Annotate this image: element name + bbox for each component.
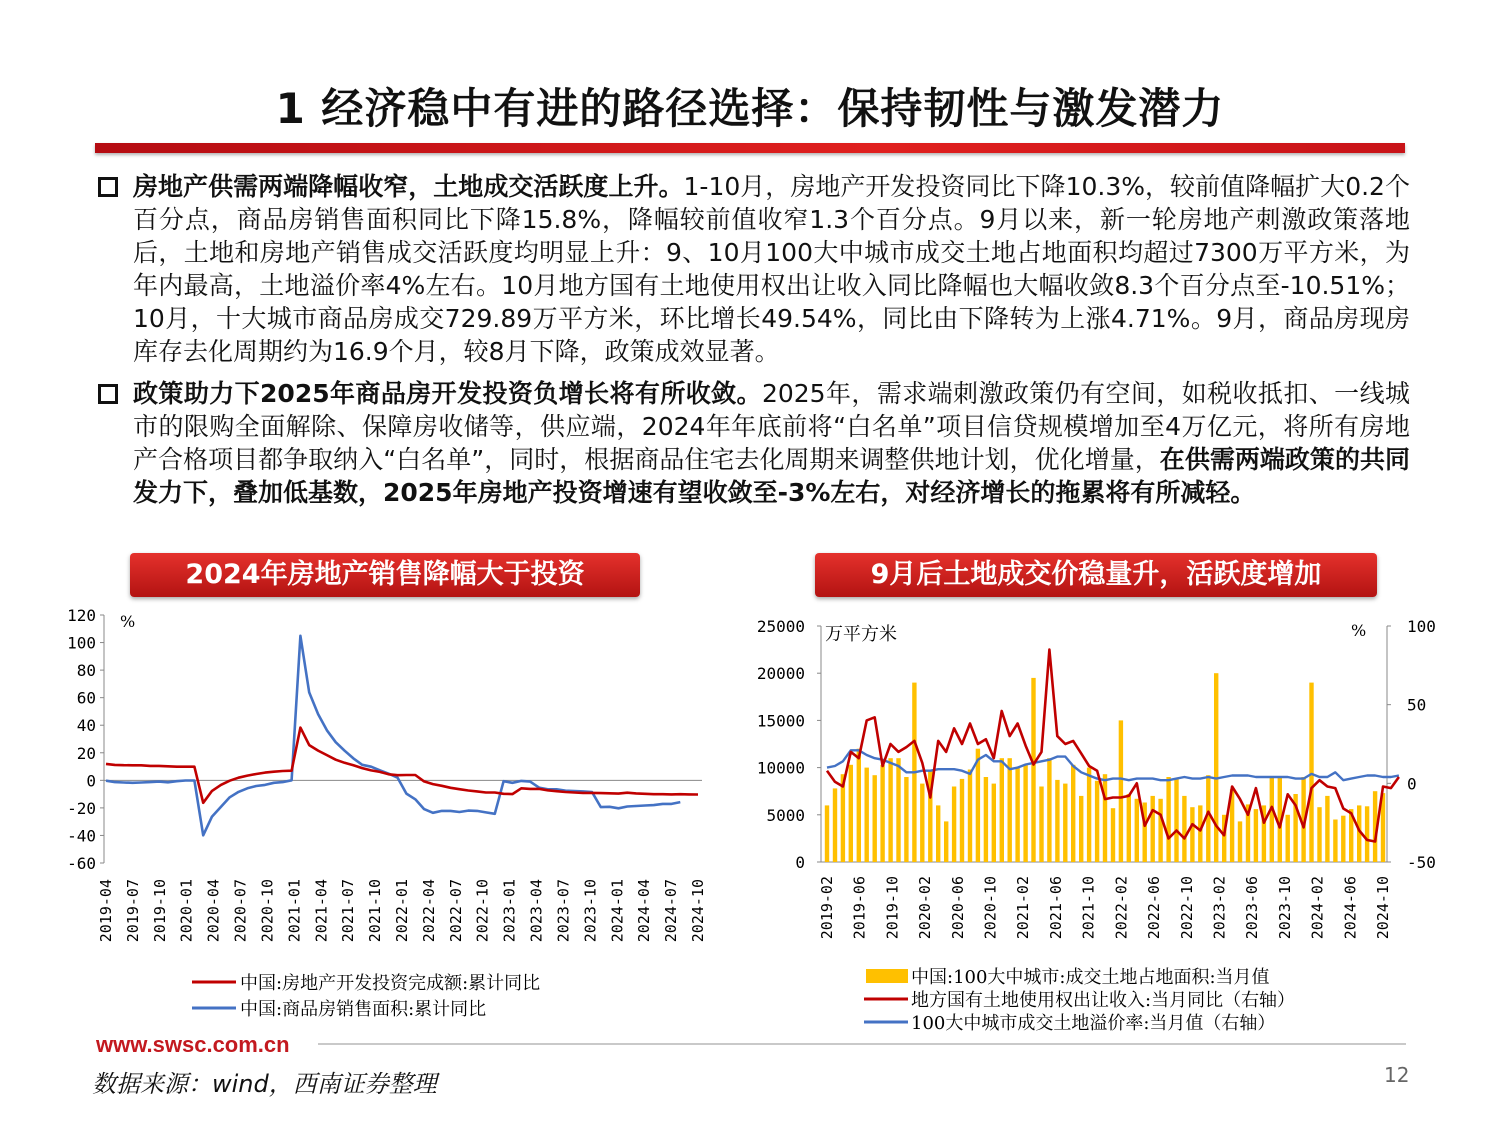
x-tick-label: 2022-07 [446,879,465,943]
y-axis-unit: % [120,612,136,631]
bar [1309,683,1313,862]
bar [1047,758,1051,862]
x-tick-label: 2020-01 [177,879,196,943]
x-tick-label: 2021-04 [312,879,331,943]
x-tick-label: 2021-10 [366,879,385,943]
x-tick-label: 2020-07 [231,879,250,943]
bar [1151,796,1155,862]
bar [1015,768,1019,862]
bar [1119,720,1123,862]
x-tick-label: 2022-10 [1177,876,1196,940]
paragraph-lead: 房地产供需两端降幅收窄，土地成交活跃度上升。 [133,172,684,201]
bar [944,821,948,862]
x-tick-label: 2024-07 [662,879,681,943]
x-tick-label: 2019-07 [123,879,142,943]
x-tick-label: 2022-06 [1145,876,1164,940]
legend-label: 中国:房地产开发投资完成额:累计同比 [240,973,541,994]
x-tick-label: 2020-02 [916,876,935,940]
bar [1031,678,1035,862]
x-tick-label: 2023-02 [1210,876,1229,940]
paragraph-policy-support [98,377,1410,509]
bar [1079,796,1083,862]
x-tick-label: 2020-06 [948,876,967,940]
y-right-tick-label: 50 [1407,695,1427,715]
series-line [106,728,698,803]
bar [1365,806,1369,862]
bar [952,787,956,863]
x-tick-label: 2020-04 [204,879,223,943]
legend-swatch [866,969,908,983]
x-tick-label: 2023-10 [581,879,600,943]
bar [857,749,861,862]
paragraph-body: 2025年，需求端刺激政策仍有空间，如税收抵扣、一线城市的限购全面解除、保障房收储等，供应端，2024年年底前将“白名单”项目信贷规模增加至4万亿元，将所有房地产合格项目都争取纳入“白名单”，同时，根据商品住宅去化周期来调整供地计划，优化增量， [133,379,1410,474]
x-tick-label: 2023-01 [500,879,519,943]
legend-label: 中国:商品房销售面积:累计同比 [240,999,487,1020]
paragraph-text [133,170,1410,368]
bar [992,784,996,862]
x-tick-label: 2019-06 [850,876,869,940]
x-tick-label: 2019-04 [97,879,115,943]
bar [1174,779,1178,862]
bar [833,788,837,862]
y-tick-label: 80 [76,661,96,681]
paragraph-text [133,377,1410,509]
bar [920,784,924,862]
y-right-tick-label: 0 [1407,774,1417,794]
x-tick-label: 2019-10 [883,876,902,940]
y-right-tick-label: 100 [1407,617,1436,636]
paragraph-body: 1-10月，房地产开发投资同比下降10.3%，较前值降幅扩大0.2个百分点，商品房销售面积同比下降15.8%，降幅较前值收窄1.3个百分点。9月以来，新一轮房地产刺激政策落地后，土地和房地产销售成交活跃度均明显上升：9、10月100大中城市成交土地占地面积均超过7300万平方米，为年内最高，土地溢价率4%左右。10月地方国有土地使用权出让收入同比降幅也大幅收敛8.3个百分点至-10.51%；10月，十大城市商品房成交729.89万平方米，环比增长49.54%，同比由下降转为上涨4.71%。9月，商品房现房库存去化周期约为16.9个月，较8月下降，政策成效显著。 [133,172,1410,366]
bar [1087,768,1091,862]
y-tick-label: -20 [67,798,96,818]
x-tick-label: 2019-10 [150,879,169,943]
y-tick-label: -60 [67,854,96,873]
y-tick-label: -40 [67,826,96,846]
square-bullet-icon [98,177,118,197]
x-tick-label: 2022-01 [393,879,411,943]
bar [1341,816,1345,862]
x-tick-label: 2024-10 [689,879,707,943]
x-tick-label: 2022-02 [1112,876,1131,940]
bar [1166,777,1170,862]
y-left-tick-label: 10000 [756,758,805,778]
y-left-tick-label: 25000 [756,617,805,636]
chart-land-transactions [730,600,1450,1040]
bar [1182,796,1186,862]
y-left-unit: 万平方米 [825,624,897,645]
y-tick-label: 20 [76,743,96,763]
bar [1023,765,1027,862]
bar [1063,784,1067,862]
chart-investment-vs-sales [40,600,720,1030]
y-left-tick-label: 20000 [756,664,805,684]
bar [865,768,869,862]
x-tick-label: 2021-07 [339,879,358,943]
bar [1270,778,1274,862]
bar [1055,780,1059,862]
y-tick-label: 60 [76,688,96,708]
x-tick-label: 2024-06 [1341,876,1360,940]
bar [849,765,853,862]
bar [1071,765,1075,862]
x-tick-label: 2024-01 [608,879,627,943]
y-left-tick-label: 0 [795,853,805,872]
page-number: 12 [1384,1063,1410,1087]
paragraph-lead: 政策助力下2025年商品房开发投资负增长将有所收敛。 [133,379,762,408]
bar [1317,807,1321,862]
x-tick-label: 2022-10 [473,879,492,943]
square-bullet-icon [98,384,118,404]
x-tick-label: 2023-06 [1243,876,1262,940]
x-tick-label: 2021-10 [1079,876,1098,940]
x-tick-label: 2022-04 [419,879,438,943]
bar [1039,787,1043,863]
x-tick-label: 2023-10 [1275,876,1294,940]
y-left-tick-label: 5000 [766,805,805,825]
y-right-unit: % [1351,621,1367,640]
bar [1135,799,1139,862]
y-right-tick-label: -50 [1407,853,1436,872]
x-tick-label: 2019-02 [818,876,836,940]
bar [1158,799,1162,862]
y-tick-label: 100 [67,633,96,653]
paragraph-housing-supply-demand [98,170,1410,368]
bar [880,765,884,862]
footer-website[interactable]: www.swsc.com.cn [96,1032,290,1057]
y-tick-label: 120 [67,606,96,625]
bar [936,805,940,862]
bar [968,770,972,863]
bar [1000,758,1004,862]
bar [873,775,877,862]
y-tick-label: 0 [86,771,96,791]
bar [1198,805,1202,862]
x-tick-label: 2021-02 [1014,876,1033,940]
footer-divider [318,1043,1406,1045]
x-tick-label: 2024-02 [1308,876,1327,940]
bar [1238,821,1242,862]
series-line [106,636,680,836]
x-tick-label: 2024-04 [635,879,654,943]
y-tick-label: 40 [76,716,96,736]
bar [1095,781,1099,862]
x-tick-label: 2020-10 [981,876,1000,940]
chart2-title-banner: 9月后土地成交价稳量升，活跃度增加 [815,553,1377,597]
bar [896,758,900,862]
bar [1254,809,1258,862]
title-divider [95,143,1405,153]
bar [825,805,829,862]
x-tick-label: 2023-04 [527,879,546,943]
page-title: 1 经济稳中有进的路径选择：保持韧性与激发潜力 [275,84,1225,133]
bar [960,779,964,862]
x-tick-label: 2023-07 [554,879,573,943]
bar [1214,673,1218,862]
bar [1127,794,1131,862]
x-tick-label: 2024-10 [1374,876,1392,940]
legend-label: 地方国有土地使用权出让收入:当月同比（右轴） [911,990,1296,1011]
paragraph-conclusion: 在供需两端政策的共同发力下，叠加低基数，2025年房地产投资增速有望收敛至-3%左右，对经济增长的拖累将有所减轻。 [133,445,1410,507]
legend-label: 中国:100大中城市:成交土地占地面积:当月值 [911,967,1270,988]
bar [1325,796,1329,862]
legend-label: 100大中城市成交土地溢价率:当月值（右轴） [911,1013,1276,1034]
x-tick-label: 2021-06 [1046,876,1065,940]
bar [1333,820,1337,863]
bar [888,758,892,862]
bar [1103,774,1107,862]
bar [976,749,980,862]
bar [984,777,988,862]
bar [1190,807,1194,862]
x-tick-label: 2020-10 [258,879,277,943]
y-left-tick-label: 15000 [756,711,805,731]
bar [1286,815,1290,862]
data-source-note: 数据来源：wind，西南证券整理 [92,1070,437,1098]
bar [1008,758,1012,862]
bar [1111,808,1115,862]
chart1-title-banner: 2024年房地产销售降幅大于投资 [130,553,640,597]
bar [904,777,908,862]
x-tick-label: 2021-01 [285,879,304,943]
